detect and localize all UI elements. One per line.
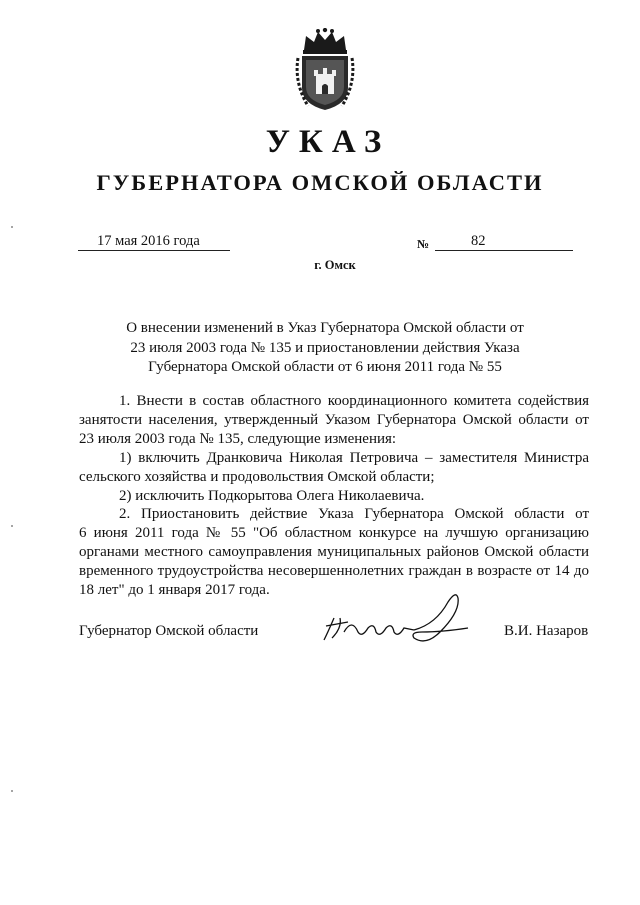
subject-line: 23 июля 2003 года № 135 и приостановлении действия Указа [130,339,520,356]
body-line: органами местного самоуправления муниципальных районов Омской области [79,544,589,561]
date-field [78,233,230,251]
body-line: 1) включить Дранковича Николая Петровича – заместителя Министра [119,449,589,466]
scan-mark [11,790,13,792]
scan-mark [11,525,13,527]
body-line: сельского хозяйства и продовольствия Омской области; [79,468,435,485]
body-line: временного трудоустройства несовершеннолетних граждан в возрасте от 14 до [79,563,589,580]
body-line: 2) исключить Подкорытова Олега Николаевича. [119,487,425,504]
coat-of-arms-icon [294,28,356,112]
city-label: г. Омск [314,258,356,272]
document-title: УКАЗ [265,124,391,160]
body-line: 18 лет" до 1 января 2017 года. [79,582,270,599]
scan-mark [11,226,13,228]
body-line: занятости населения, утвержденный Указом Губернатора Омской области от [79,411,589,428]
document-body [79,392,589,600]
number-field [435,233,573,251]
handwritten-signature [318,588,478,654]
document-subtitle: ГУБЕРНАТОРА ОМСКОЙ ОБЛАСТИ [96,170,544,195]
body-line: 2. Приостановить действие Указа Губернатора Омской области от [119,506,589,523]
body-line: 23 июля 2003 года № 135, следующие изменения: [79,430,397,447]
signer-position: Губернатор Омской области [79,623,259,639]
document-number: 82 [471,233,486,249]
document-date: 17 мая 2016 года [97,233,200,249]
signer-name: В.И. Назаров [504,623,589,639]
body-line: 6 июня 2011 года № 55 "Об областном конкурсе на лучшую организацию [79,525,589,542]
document-subject [110,319,540,378]
body-line: 1. Внести в состав областного координационного комитета содействия [119,393,589,409]
subject-line: Губернатора Омской области от 6 июня 2011 года № 55 [148,359,502,375]
subject-line: О внесении изменений в Указ Губернатора Омской области от [126,320,524,336]
number-label: № [417,237,430,251]
